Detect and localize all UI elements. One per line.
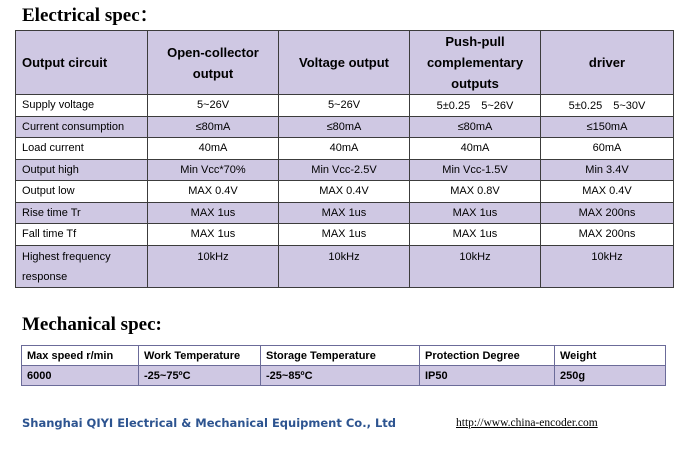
table-cell: 5±0.25 5~30V (541, 95, 674, 117)
row-label: Highest frequency response (16, 245, 148, 287)
table-cell: Min Vcc-2.5V (279, 159, 410, 181)
header-output-circuit: Output circuit (16, 31, 148, 95)
company-name: Shanghai QIYI Electrical & Mechanical Equipment Co., Ltd (22, 416, 397, 430)
table-cell: MAX 1us (279, 202, 410, 224)
header-push-pull: Push-pull complementary outputs (410, 31, 541, 95)
table-cell: ≤80mA (279, 116, 410, 138)
row-label: Current consumption (16, 116, 148, 138)
table-cell: MAX 0.4V (148, 181, 279, 203)
table-row (16, 95, 674, 117)
header-storage-temperature: Storage Temperature (261, 346, 420, 366)
row-label: Rise time Tr (16, 202, 148, 224)
table-cell: MAX 1us (148, 224, 279, 246)
table-cell: MAX 0.4V (279, 181, 410, 203)
table-cell: MAX 1us (148, 202, 279, 224)
value-storage-temperature: -25~85ºC (261, 366, 420, 386)
header-weight: Weight (555, 346, 666, 366)
header-work-temperature: Work Temperature (139, 346, 261, 366)
row-label: Output high (16, 159, 148, 181)
table-row (16, 116, 674, 138)
value-work-temperature: -25~75ºC (139, 366, 261, 386)
table-cell: MAX 200ns (541, 202, 674, 224)
electrical-spec-heading: Electrical spec： (22, 5, 159, 26)
table-row (16, 181, 674, 203)
row-label: Load current (16, 138, 148, 160)
row-label: Fall time Tf (16, 224, 148, 246)
table-cell: ≤80mA (148, 116, 279, 138)
mechanical-header-row (22, 346, 666, 366)
table-cell: 40mA (410, 138, 541, 160)
electrical-header-row (16, 31, 674, 95)
table-row (16, 224, 674, 246)
table-cell: MAX 0.8V (410, 181, 541, 203)
header-open-collector: Open-collector output (148, 31, 279, 95)
table-row (16, 159, 674, 181)
table-row (16, 138, 674, 160)
table-row (16, 245, 674, 287)
header-driver: driver (541, 31, 674, 95)
table-cell: MAX 0.4V (541, 181, 674, 203)
mechanical-value-row (22, 366, 666, 386)
table-cell: 40mA (279, 138, 410, 160)
table-cell: 10kHz (148, 245, 279, 287)
value-max-speed: 6000 (22, 366, 139, 386)
electrical-spec-table (15, 30, 674, 288)
table-row (16, 202, 674, 224)
header-protection-degree: Protection Degree (420, 346, 555, 366)
mechanical-spec-heading: Mechanical spec: (22, 314, 162, 335)
table-cell: 5±0.25 5~26V (410, 95, 541, 117)
table-cell: Min Vcc-1.5V (410, 159, 541, 181)
table-cell: Min 3.4V (541, 159, 674, 181)
table-cell: MAX 1us (410, 202, 541, 224)
table-cell: ≤80mA (410, 116, 541, 138)
table-cell: 10kHz (279, 245, 410, 287)
table-cell: 60mA (541, 138, 674, 160)
table-cell: MAX 1us (279, 224, 410, 246)
table-cell: 10kHz (541, 245, 674, 287)
table-cell: 40mA (148, 138, 279, 160)
row-label: Output low (16, 181, 148, 203)
value-protection-degree: IP50 (420, 366, 555, 386)
table-cell: MAX 200ns (541, 224, 674, 246)
mechanical-spec-table (21, 345, 666, 386)
website-link[interactable]: http://www.china-encoder.com (456, 417, 598, 429)
table-cell: Min Vcc*70% (148, 159, 279, 181)
table-cell: ≤150mA (541, 116, 674, 138)
table-cell: 5~26V (148, 95, 279, 117)
table-cell: MAX 1us (410, 224, 541, 246)
header-voltage-output: Voltage output (279, 31, 410, 95)
table-cell: 10kHz (410, 245, 541, 287)
row-label: Supply voltage (16, 95, 148, 117)
header-max-speed: Max speed r/min (22, 346, 139, 366)
table-cell: 5~26V (279, 95, 410, 117)
value-weight: 250g (555, 366, 666, 386)
